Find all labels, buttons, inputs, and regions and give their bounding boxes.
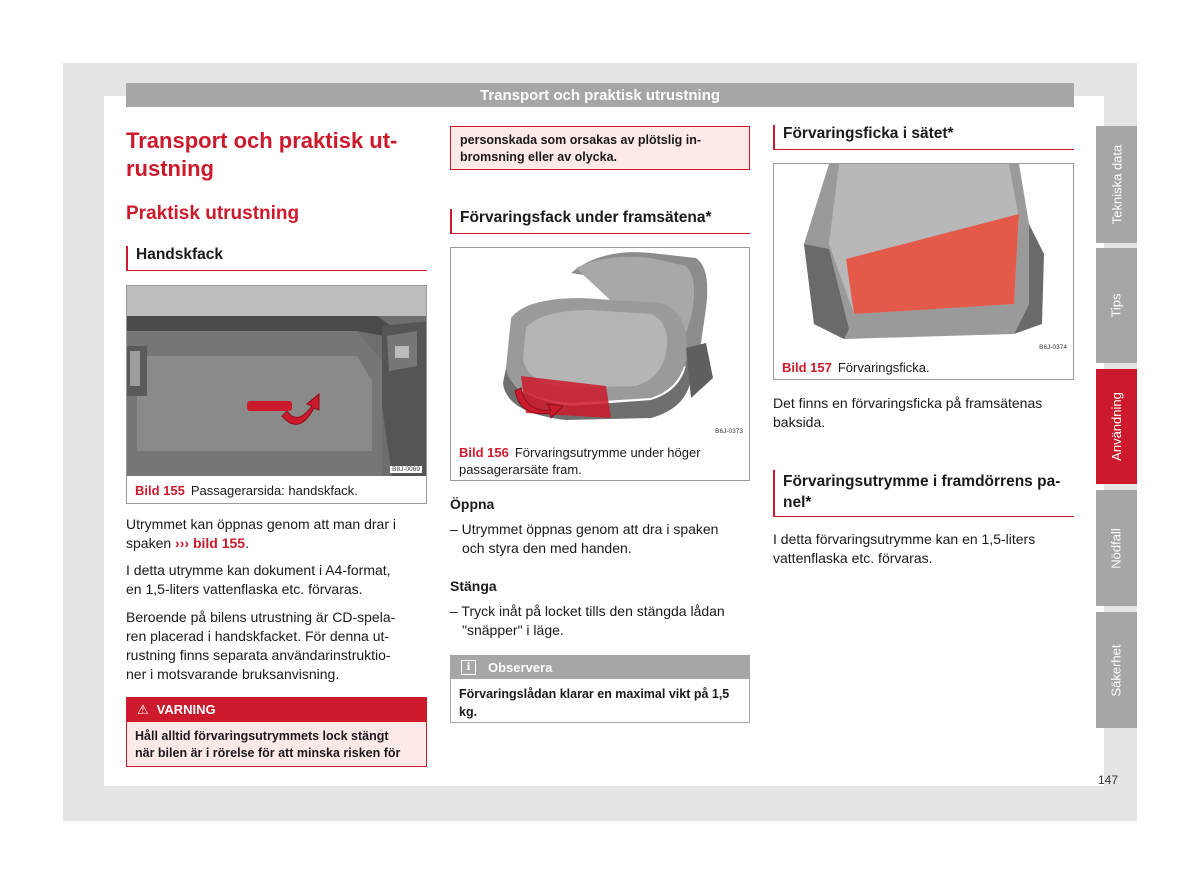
subsection-heading-forvaringsfack: Förvaringsfack under framsätena*: [450, 209, 750, 234]
seat-pocket-illustration: [774, 164, 1073, 354]
tab-nodfall[interactable]: Nödfall: [1096, 490, 1137, 606]
open-heading: Öppna: [450, 496, 495, 512]
paragraph: Det finns en förvaringsficka på framsätenas baksida.: [773, 395, 1043, 430]
note-header: i Observera: [451, 656, 749, 679]
warning-box: [126, 697, 427, 767]
paragraph: I detta förvaringsutrymme kan en 1,5-liters vattenflaska etc. förvaras.: [773, 531, 1036, 566]
note-box: [450, 655, 750, 723]
figure-155: [126, 285, 427, 504]
open-instruction: – Utrymmet öppnas genom att dra i spaken och styra den med handen.: [450, 521, 719, 556]
seat-drawer-illustration: [451, 248, 749, 438]
running-header: Transport och praktisk utrustning: [126, 83, 1074, 107]
figure-code: B6J-0374: [1039, 344, 1067, 351]
close-heading: Stänga: [450, 578, 497, 594]
paragraph: I detta utrymme kan dokument i A4-format, en 1,5-liters vattenflaska etc. förvaras.: [126, 562, 391, 597]
figure-caption: Bild 156 Förvaringsutrymme under höger passagerarsäte fram.: [459, 445, 701, 477]
page-number: 147: [1098, 773, 1119, 787]
paragraph: Utrymmet kan öppnas genom att man drar i spaken ››› bild 155.: [126, 516, 397, 551]
tab-tips[interactable]: Tips: [1096, 248, 1137, 363]
paragraph: Beroende på bilens utrustning är CD-spela- ren placerad i handskfacket. För denna ut- rustning finns separata användarinstruktio- ner i motsvarande bruksanvisning.: [126, 609, 396, 682]
tab-anvandning[interactable]: Användning: [1096, 369, 1137, 484]
subsection-heading-framdorrens-panel: Förvaringsutrymme i framdörrens pa- nel*: [773, 470, 1074, 517]
figure-link[interactable]: bild 155: [192, 535, 246, 551]
figure-code: B8J-0069: [392, 466, 420, 473]
section-title: Praktisk utrustning: [126, 203, 300, 224]
subsection-heading-handskfack: Handskfack: [126, 246, 427, 271]
warning-continued: personskada som orsakas av plötslig in- bromsning eller av olycka.: [450, 126, 750, 170]
warning-header: ⚠ VARNING: [127, 698, 426, 722]
figure-157: [773, 163, 1074, 380]
info-icon: i: [461, 660, 476, 675]
figure-caption: Bild 155 Passagerarsida: handskfack.: [135, 483, 358, 498]
chapter-title: Transport och praktisk ut- rustning: [126, 128, 398, 181]
tab-tekniska-data[interactable]: Tekniska data: [1096, 126, 1137, 243]
subsection-heading-forvaringsficka: Förvaringsficka i sätet*: [773, 125, 1074, 150]
tab-sakerhet[interactable]: Säkerhet: [1096, 612, 1137, 728]
close-instruction: – Tryck inåt på locket tills den stängda lådan "snäpper" i läge.: [450, 603, 725, 638]
warning-text: Håll alltid förvaringsutrymmets lock stängt när bilen är i rörelse för att minska risken för: [135, 729, 401, 760]
figure-caption: Bild 157 Förvaringsficka.: [782, 360, 930, 375]
note-text: Förvaringslådan klarar en maximal vikt på 1,5 kg.: [459, 687, 730, 719]
glovebox-illustration: [127, 286, 426, 476]
figure-156: [450, 247, 750, 481]
figure-code: B6J-0373: [715, 428, 743, 435]
warning-triangle-icon: ⚠: [137, 702, 149, 717]
